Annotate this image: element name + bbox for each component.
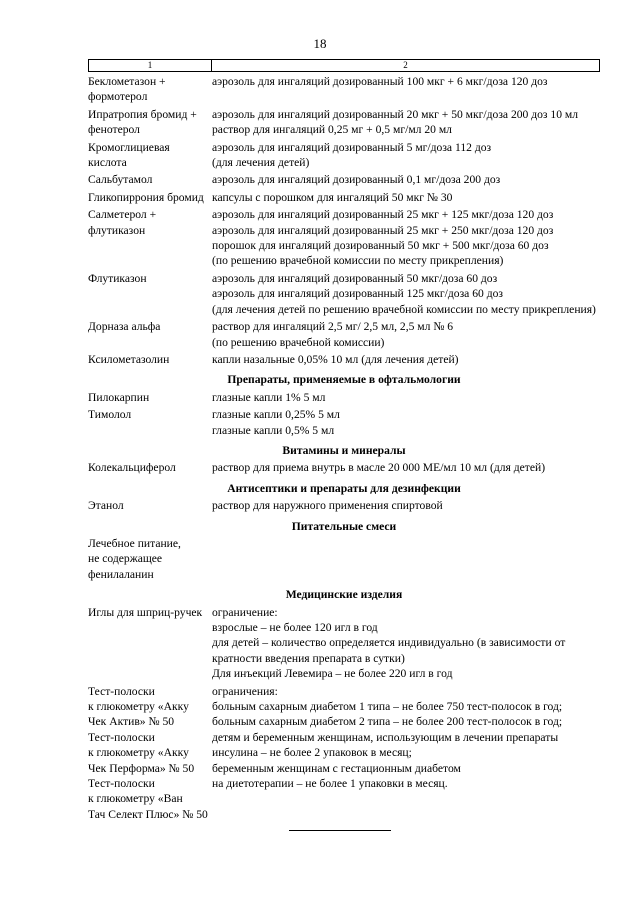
- drug-name: Сальбутамол: [88, 173, 153, 187]
- dosage-form-line: капли назальные 0,05% 10 мл (для лечения детей): [212, 352, 459, 366]
- drug-name: Тест-полоски к глюкометру «Акку Чек Актив» № 50 Тест-полоски к глюкометру «Акку Чек Перформа» № 50 Тест-полоски к глюкометру «Ван Тач Селект Плюс» № 50: [88, 684, 208, 821]
- drug-table: [88, 59, 600, 822]
- dosage-forms: [212, 407, 600, 438]
- drug-name: Салметерол + флутиказон: [88, 208, 157, 237]
- dosage-form-line: аэрозоль для ингаляций дозированный 100 мкг + 6 мкг/доза 120 доз: [212, 75, 548, 88]
- dosage-form-line: аэрозоль для ингаляций дозированный 5 мг/доза 112 доз: [212, 140, 492, 154]
- table-row: [88, 605, 600, 682]
- dosage-form-line: взрослые – не более 120 игл в год: [212, 621, 378, 634]
- drug-name: Лечебное питание, не содержащее фенилаланин: [88, 536, 181, 581]
- drug-name: Колекальциферол: [88, 461, 176, 475]
- dosage-forms: [212, 271, 600, 317]
- drug-name: Этанол: [88, 499, 124, 513]
- dosage-form-line: глазные капли 0,25% 5 мл: [212, 408, 340, 422]
- table-header-row: [88, 59, 600, 72]
- table-row: [88, 407, 600, 438]
- table-row: [88, 207, 600, 269]
- page-number: 18: [313, 36, 327, 51]
- dosage-form-line: аэрозоль для ингаляций дозированный 125 мкг/доза 60 доз: [212, 287, 503, 301]
- dosage-form-line: аэрозоль для ингаляций дозированный 25 мкг + 250 мкг/доза 120 доз: [212, 223, 554, 237]
- dosage-form-line: больным сахарным диабетом 1 типа – не более 750 тест-полосок в год;: [212, 700, 563, 714]
- table-row: [88, 536, 600, 582]
- dosage-form-line: больным сахарным диабетом 2 типа – не более 200 тест-полосок в год;: [212, 715, 563, 729]
- dosage-form-line: (для лечения детей по решению врачебной комиссии по месту прикрепления): [212, 302, 596, 316]
- section-heading: Витамины и минералы: [282, 443, 406, 457]
- dosage-form-line: ограничение:: [212, 605, 278, 619]
- drug-name: Беклометазон + формотерол: [88, 75, 166, 104]
- dosage-form-line: детям и беременным женщинам, использующим в лечении препараты инсулина – не более 2 упаковок в месяц;: [212, 730, 559, 760]
- table-row: [88, 74, 600, 105]
- footer-divider: [289, 830, 391, 831]
- dosage-forms: [212, 172, 600, 187]
- section-heading: Антисептики и препараты для дезинфекции: [227, 481, 461, 495]
- table-row: [88, 498, 600, 513]
- dosage-form-line: раствор для наружного применения спиртовой: [212, 499, 443, 513]
- dosage-forms: [212, 319, 600, 350]
- dosage-forms: [212, 140, 600, 171]
- dosage-form-line: аэрозоль для ингаляций дозированный 20 мкг + 50 мкг/доза 200 доз 10 мл: [212, 107, 579, 121]
- dosage-form-line: раствор для ингаляций 2,5 мг/ 2,5 мл, 2,5 мл № 6: [212, 320, 454, 334]
- drug-name: Ксилометазолин: [88, 352, 170, 366]
- table-row: [88, 460, 600, 475]
- dosage-form-line: аэрозоль для ингаляций дозированный 50 мкг/доза 60 доз: [212, 271, 498, 285]
- table-row: [88, 390, 600, 405]
- table-row: [88, 190, 600, 205]
- table-row: [88, 352, 600, 367]
- drug-name: Тимолол: [88, 408, 132, 422]
- drug-name: Пилокарпин: [88, 390, 150, 404]
- dosage-form-line: порошок для ингаляций дозированный 50 мкг + 500 мкг/доза 60 доз: [212, 239, 549, 253]
- dosage-form-line: раствор для приема внутрь в масле 20 000 МЕ/мл 10 мл (для детей): [212, 461, 546, 475]
- drug-name: Гликопиррония бромид: [88, 190, 204, 204]
- section-heading: Препараты, применяемые в офтальмологии: [227, 373, 461, 387]
- dosage-form-line: для детей – количество определяется индивидуально (в зависимости от кратности введения препарата в сутки): [212, 636, 566, 665]
- table-row: [88, 172, 600, 187]
- header-col-1: 1: [89, 60, 212, 71]
- drug-name: Кромоглициевая кислота: [88, 140, 170, 170]
- header-col-2: 2: [403, 60, 408, 70]
- dosage-form-line: беременным женщинам с гестационным диабетом: [212, 761, 461, 775]
- drug-name: Дорназа альфа: [88, 320, 161, 334]
- dosage-forms: [212, 390, 600, 405]
- dosage-form-line: глазные капли 1% 5 мл: [212, 390, 326, 404]
- dosage-forms: [212, 605, 600, 682]
- table-body: [88, 74, 600, 822]
- table-row: [88, 319, 600, 350]
- section-heading: Питательные смеси: [291, 519, 397, 533]
- table-row: [88, 271, 600, 317]
- dosage-form-line: ограничения:: [212, 684, 278, 698]
- drug-name: Ипратропия бромид + фенотерол: [88, 107, 197, 137]
- dosage-forms: [212, 74, 600, 105]
- dosage-forms: [212, 352, 600, 367]
- dosage-form-line: аэрозоль для ингаляций дозированный 0,1 мг/доза 200 доз: [212, 173, 501, 187]
- dosage-form-line: (по решению врачебной комиссии): [212, 335, 385, 349]
- dosage-form-line: Для инъекций Левемира – не более 220 игл в год: [212, 667, 453, 681]
- table-row: [88, 140, 600, 171]
- dosage-form-line: (по решению врачебной комиссии по месту прикрепления): [212, 254, 504, 268]
- dosage-forms: [212, 207, 600, 269]
- section-heading: Медицинские изделия: [285, 588, 403, 602]
- dosage-form-line: раствор для ингаляций 0,25 мг + 0,5 мг/мл 20 мл: [212, 123, 452, 137]
- table-row: [88, 684, 600, 823]
- dosage-form-line: на диетотерапии – не более 1 упаковки в месяц.: [212, 777, 448, 791]
- dosage-forms: [212, 498, 600, 513]
- dosage-forms: [212, 536, 600, 582]
- dosage-form-line: капсулы с порошком для ингаляций 50 мкг № 30: [212, 190, 453, 204]
- drug-name: Флутиказон: [88, 271, 147, 285]
- dosage-form-line: (для лечения детей): [212, 156, 310, 170]
- table-row: [88, 107, 600, 138]
- dosage-form-line: глазные капли 0,5% 5 мл: [212, 423, 335, 437]
- dosage-forms: [212, 190, 600, 205]
- dosage-form-line: аэрозоль для ингаляций дозированный 25 мкг + 125 мкг/доза 120 доз: [212, 208, 554, 222]
- dosage-forms: [212, 107, 600, 138]
- drug-name: Иглы для шприц-ручек: [88, 605, 203, 619]
- dosage-forms: [212, 460, 600, 475]
- dosage-forms: [212, 684, 600, 823]
